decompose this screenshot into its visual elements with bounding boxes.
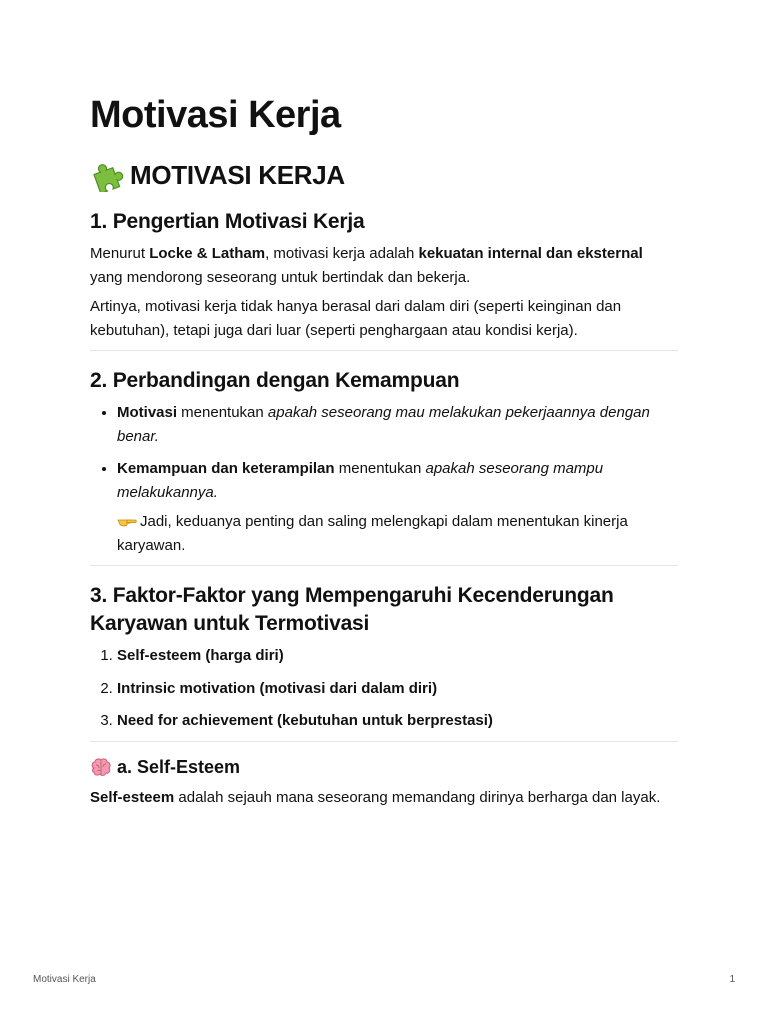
divider	[90, 565, 678, 566]
divider	[90, 350, 678, 351]
main-heading-text: MOTIVASI KERJA	[130, 160, 345, 190]
page-number: 1	[729, 974, 735, 985]
list-item: 3. Need for achievement (kebutuhan untuk berprestasi)	[117, 709, 678, 733]
section1-paragraph2: Artinya, motivasi kerja tidak hanya berasal dari dalam diri (seperti keinginan dan kebutuhan), tetapi juga dari luar (seperti penghargaan atau kondisi kerja).	[90, 298, 622, 339]
subsection-a-heading	[90, 754, 678, 780]
list-item: 2. Intrinsic motivation (motivasi dari dalam diri)	[117, 677, 678, 701]
pointing-hand-icon	[117, 514, 137, 528]
subsection-a-heading-text: a. Self-Esteem	[117, 756, 241, 777]
puzzle-piece-icon	[90, 158, 126, 192]
section3-list	[90, 644, 678, 733]
list-item: • Motivasi menentukan apakah seseorang mau melakukan pekerjaannya dengan benar.	[117, 401, 678, 448]
brain-icon	[90, 756, 114, 778]
section1-paragraph1: Menurut Locke & Latham, motivasi kerja adalah kekuatan internal dan eksternal yang mendorong seseorang untuk bertindak dan bekerja.	[90, 245, 643, 286]
page-title: Motivasi Kerja	[90, 94, 341, 136]
document-body	[90, 92, 678, 809]
section2-list	[90, 401, 678, 504]
section1-heading: 1. Pengertian Motivasi Kerja	[90, 210, 365, 233]
subsection-a-paragraph: Self-esteem adalah sejauh mana seseorang memandang dirinya berharga dan layak.	[90, 788, 661, 806]
divider	[90, 741, 678, 742]
section2-heading: 2. Perbandingan dengan Kemampuan	[90, 369, 460, 392]
section2-note: Jadi, keduanya penting dan saling melengkapi dalam menentukan kinerja karyawan.	[117, 513, 628, 554]
main-heading	[90, 158, 678, 192]
section3-heading: 3. Faktor-Faktor yang Mempengaruhi Kecenderungan Karyawan untuk Termotivasi	[90, 584, 614, 635]
list-item: • Kemampuan dan keterampilan menentukan apakah seseorang mampu melakukannya.	[117, 457, 678, 504]
footer-title: Motivasi Kerja	[33, 974, 96, 985]
list-item: 1. Self-esteem (harga diri)	[117, 644, 678, 668]
